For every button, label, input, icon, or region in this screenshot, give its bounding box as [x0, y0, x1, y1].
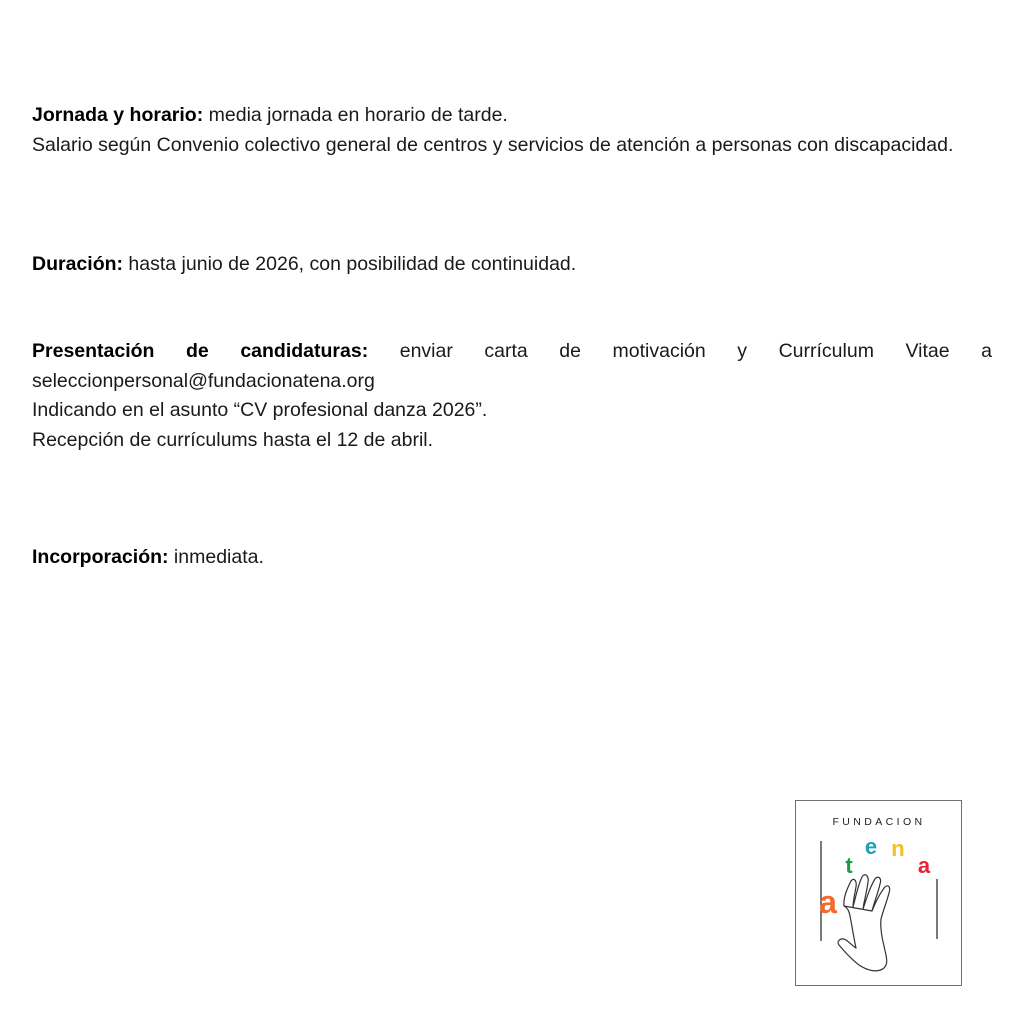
- email-text: seleccionpersonal@fundacionatena.org: [32, 369, 375, 392]
- duracion-line: [32, 250, 992, 280]
- fundacion-atena-logo: [795, 800, 962, 986]
- logo-letter-n: n: [891, 836, 905, 861]
- presentacion-line: [32, 337, 992, 367]
- incorporacion-line: [32, 543, 992, 573]
- section-incorporacion: [32, 543, 992, 573]
- jornada-label: Jornada y horario:: [32, 104, 204, 126]
- logo-letter-e: e: [864, 834, 878, 859]
- duracion-text: hasta junio de 2026, con posibilidad de continuidad.: [123, 253, 577, 275]
- logo-graphic: [796, 801, 961, 985]
- hand-outline-icon: [838, 875, 890, 971]
- salario-text: Salario según Convenio colectivo general de centros y servicios de atención a personas con discapacidad.: [32, 133, 954, 156]
- section-presentacion: [32, 337, 992, 455]
- presentacion-text: enviar carta de motivación y Currículum Vitae a: [368, 340, 992, 362]
- asunto-text: Indicando en el asunto “CV profesional danza 2026”.: [32, 399, 488, 421]
- jornada-text: media jornada en horario de tarde.: [203, 104, 508, 126]
- recepcion-text: Recepción de currículums hasta el 12 de abril.: [32, 428, 434, 451]
- logo-letter-a2: a: [917, 853, 931, 878]
- incorporacion-text: inmediata.: [168, 546, 264, 568]
- logo-letter-a1: a: [819, 884, 837, 920]
- jornada-line: [32, 101, 992, 131]
- logo-letter-t: t: [845, 853, 853, 878]
- presentacion-label: Presentación de candidaturas:: [32, 340, 369, 362]
- section-jornada: [32, 101, 992, 160]
- section-duracion: [32, 250, 992, 280]
- incorporacion-label: Incorporación:: [32, 546, 169, 568]
- logo-org-text: FUNDACION: [832, 816, 926, 828]
- duracion-label: Duración:: [32, 253, 124, 275]
